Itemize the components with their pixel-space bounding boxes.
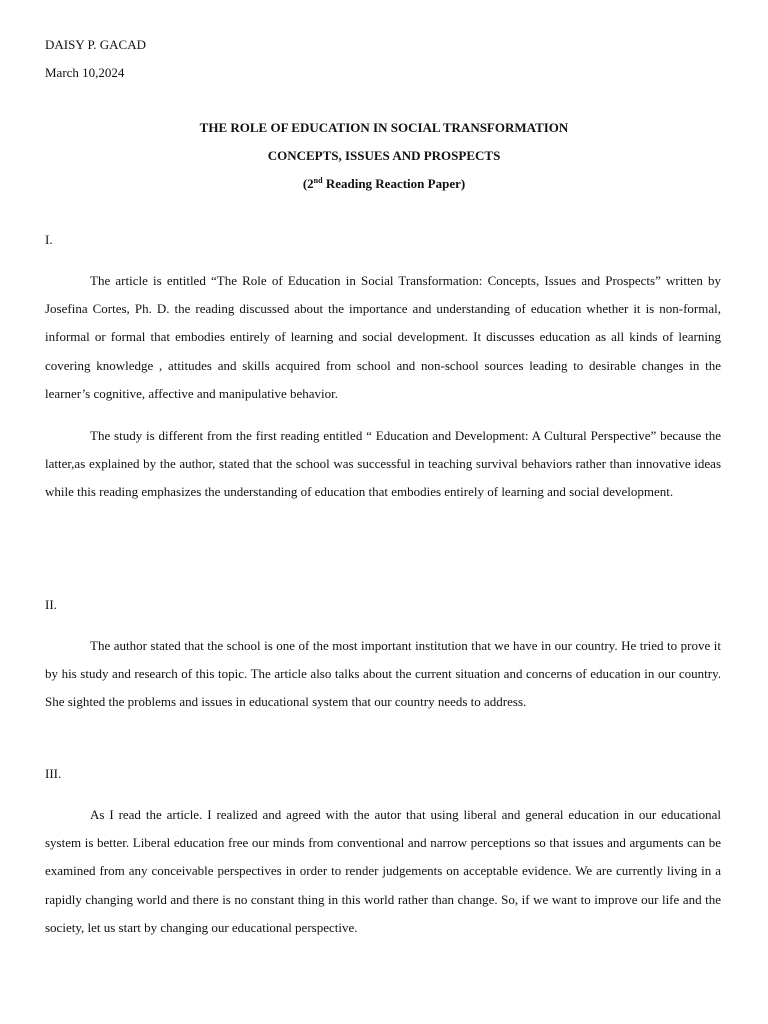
- title-line-3-superscript: nd: [313, 176, 323, 185]
- section-3-heading: III.: [45, 766, 62, 781]
- section-3-paragraph-1: As I read the article. I realized and agreed with the autor that using liberal and general education in our educational system is better. Liberal education free our minds from conventional and narrow perceptions so that issues and arguments can be examined from any conceivable perspectives in order to render judgements on acceptable evidence. We are currently living in a rapidly changing world and there is no constant thing in this world rather than change. So, if we want to improve our life and the society, let us start by changing our educational perspective.: [45, 807, 721, 935]
- title-line-3-suffix: Reading Reaction Paper): [322, 176, 466, 191]
- section-1-paragraph-1: The article is entitled “The Role of Education in Social Transformation: Concepts, Issues and Prospects” written by Josefina Cortes, Ph. D. the reading discussed about the importance and understanding of education whether it is non-formal, informal or formal that embodies entirely of learning and social development. It discusses education as all kinds of learning covering knowledge , attitudes and skills acquired from school and non-school sources leading to desirable changes in the learner’s cognitive, affective and manipulative behavior.: [45, 273, 721, 401]
- section-1-paragraph-2: The study is different from the first reading entitled “ Education and Development: A Cultural Perspective” because the latter,as explained by the author, stated that the school was successful in teaching survival behaviors rather than innovative ideas while this reading emphasizes the understanding of education that embodies entirely of learning and social development.: [45, 428, 721, 500]
- title-line-2: CONCEPTS, ISSUES AND PROSPECTS: [267, 148, 501, 163]
- title-line-3-prefix: (2: [302, 176, 314, 191]
- title-line-3: [0, 176, 768, 192]
- section-2-paragraph-1: The author stated that the school is one of the most important institution that we have in our country. He tried to prove it by his study and research of this topic. The article also talks about the current situation and concerns of education in our country. She sighted the problems and issues in educational system that our country needs to address.: [45, 638, 721, 710]
- document-date: March 10,2024: [45, 65, 125, 80]
- section-2-heading: II.: [45, 597, 57, 612]
- section-1-heading: I.: [45, 232, 53, 247]
- author-name: DAISY P. GACAD: [45, 37, 147, 52]
- title-line-1: THE ROLE OF EDUCATION IN SOCIAL TRANSFORMATION: [199, 120, 569, 135]
